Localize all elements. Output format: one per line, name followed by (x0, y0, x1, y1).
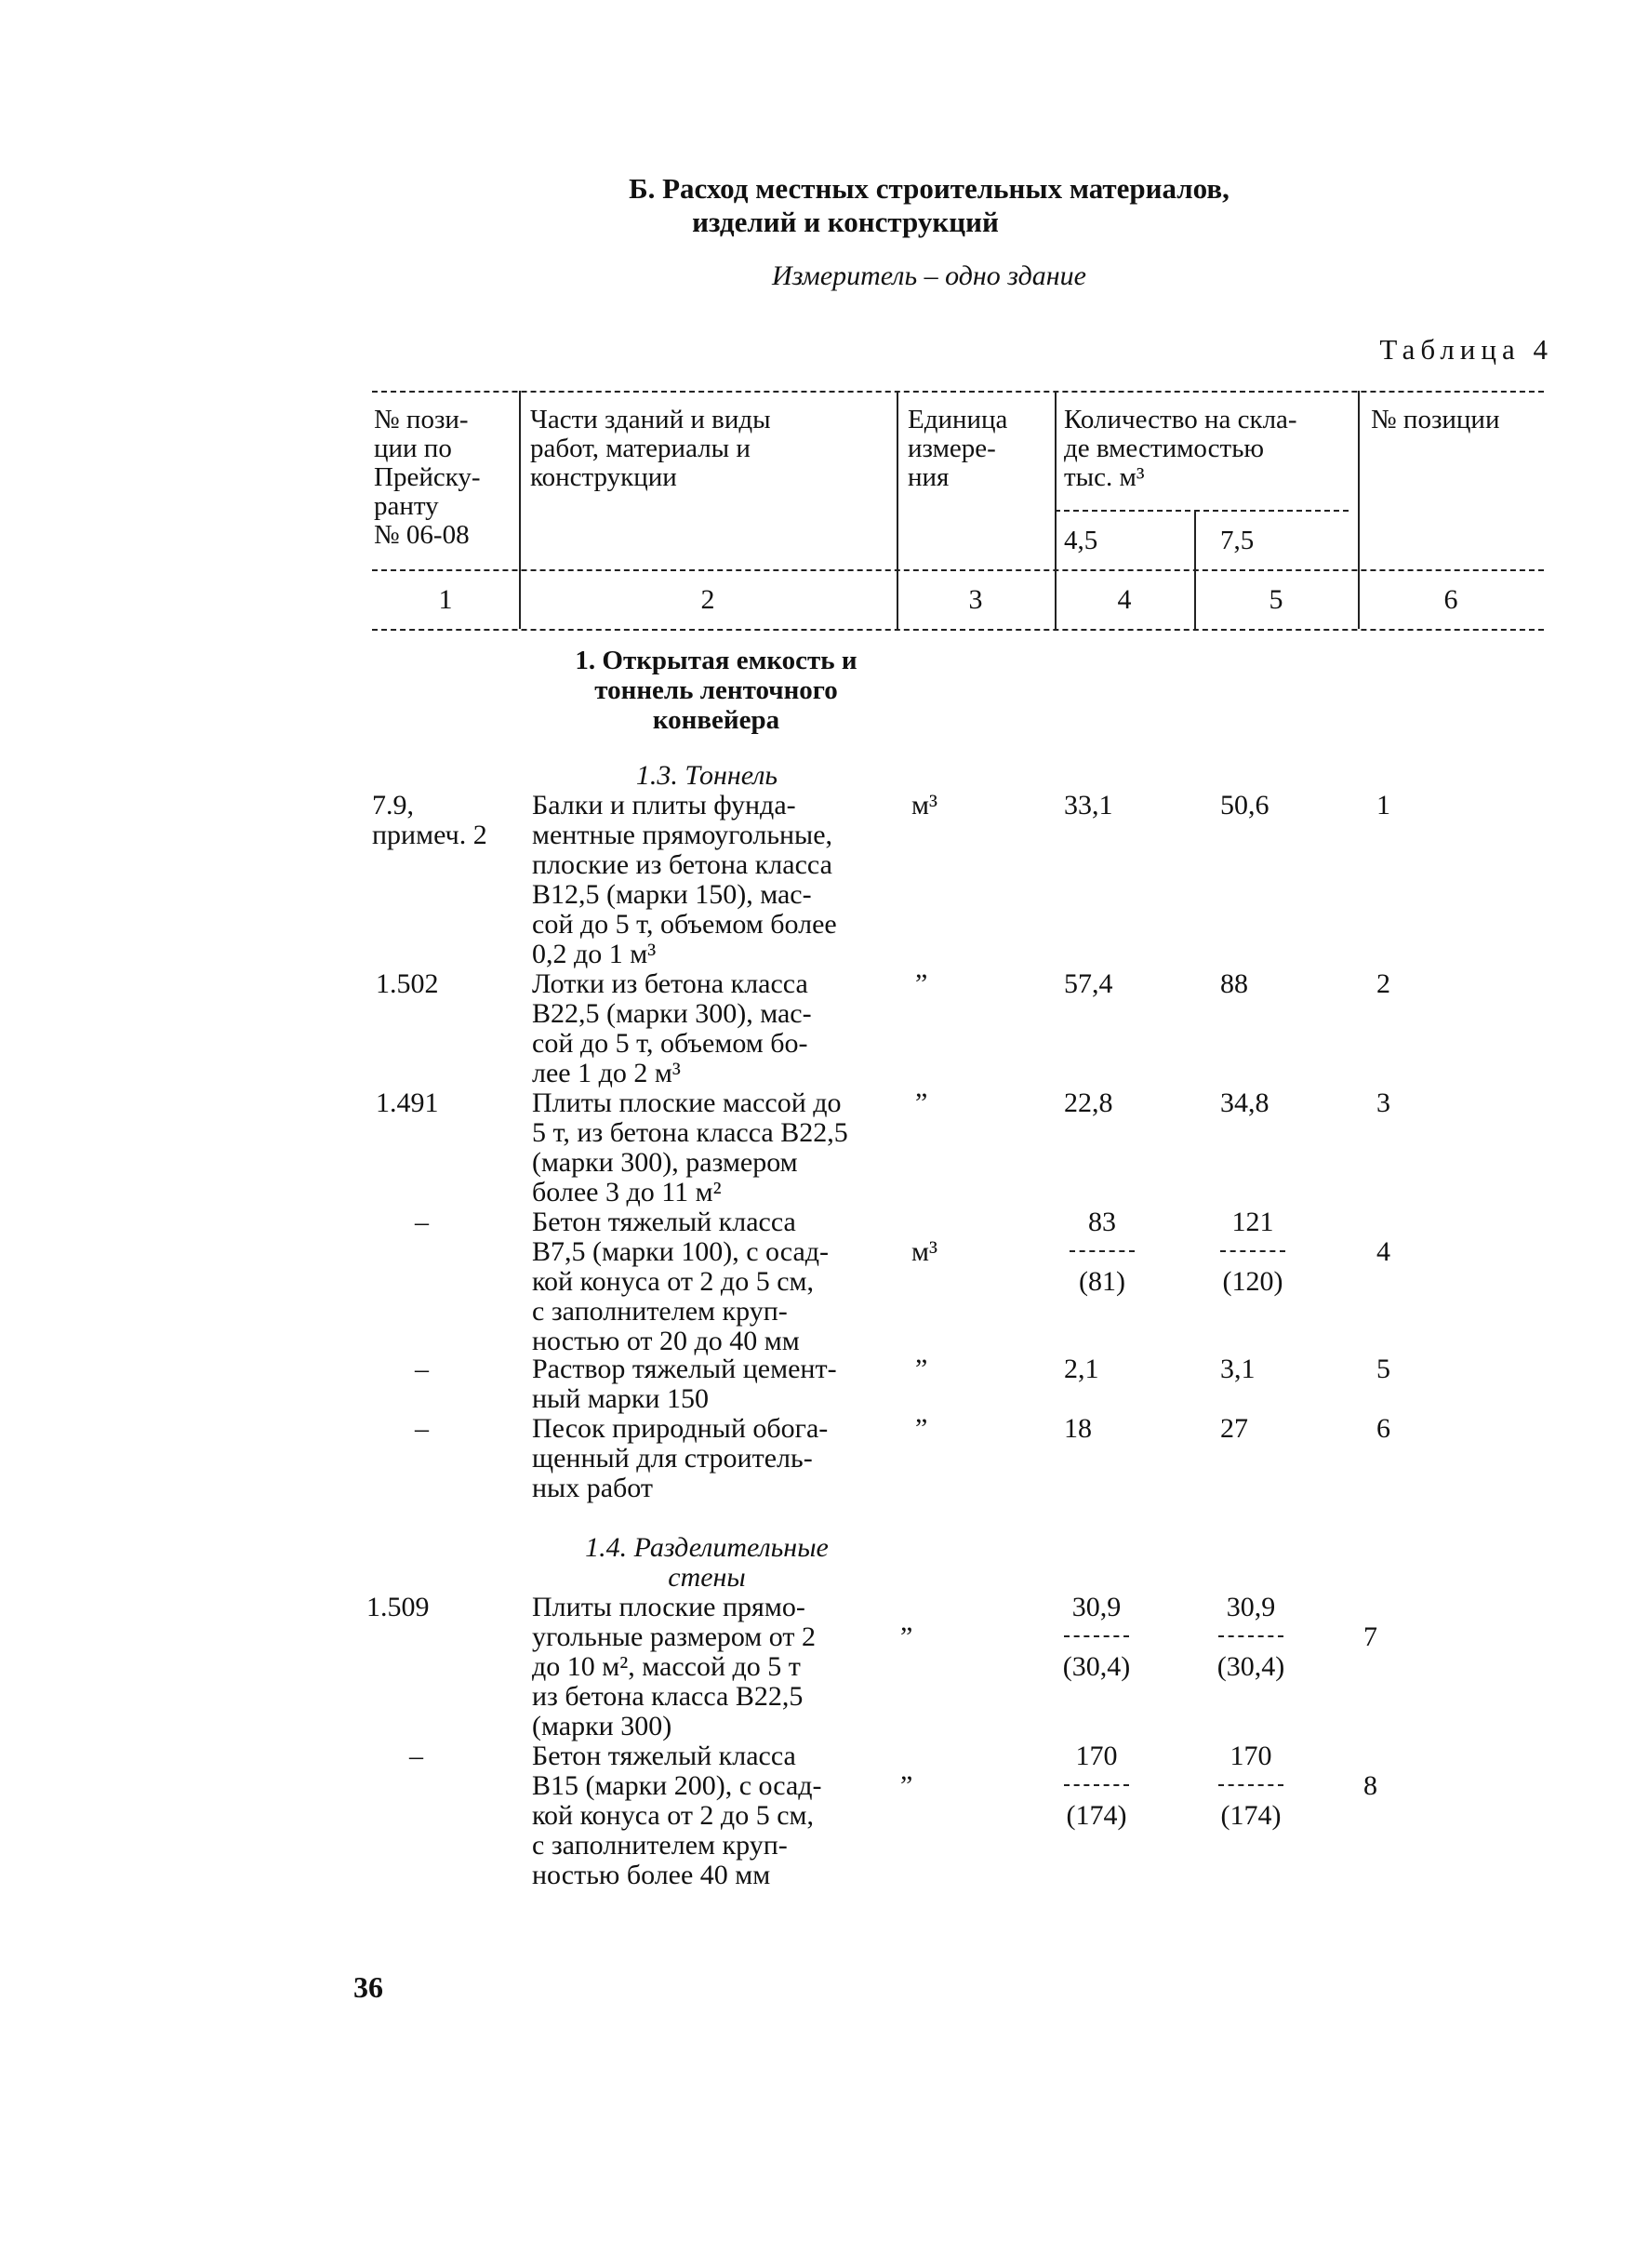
subsection-heading-line: 1.4. Разделительные (585, 1532, 829, 1563)
column-number-5: 5 (1269, 584, 1283, 615)
row-3-value-4-5: 22,8 (1064, 1087, 1113, 1118)
header-col-2-line: конструкции (530, 462, 677, 492)
header-col-4-line: Количество на скла- (1064, 405, 1297, 434)
description-line: более 3 до 11 м² (532, 1177, 722, 1207)
row-3-description (532, 1088, 904, 1207)
description-line: с заполнителем круп- (532, 1296, 788, 1327)
row-5-item-number: 5 (1376, 1354, 1390, 1384)
header-col-1 (374, 406, 513, 550)
row-4-value-7-5 (1202, 1207, 1304, 1297)
header-col-4a: 4,5 (1064, 526, 1098, 555)
header-col-6: № позиции (1371, 405, 1500, 434)
row-1-position (372, 791, 521, 850)
description-line: щенный для строитель- (532, 1443, 813, 1474)
description-line: (марки 300) (532, 1711, 672, 1741)
row-8-unit: ” (900, 1770, 913, 1801)
position-line: 7.9, (372, 790, 414, 820)
row-7-position: 1.509 (366, 1592, 430, 1622)
row-2-description (532, 969, 904, 1088)
description-line: В22,5 (марки 300), мас- (532, 998, 812, 1029)
fraction-numerator: 30,9 (1071, 1592, 1122, 1622)
description-line: угольные размером от 2 (532, 1621, 817, 1652)
section-heading-line: 1. Открытая емкость и (575, 646, 857, 675)
description-line: В12,5 (марки 150), мас- (532, 879, 812, 910)
header-col-3-line: Единица (908, 405, 1008, 434)
row-8-position: – (409, 1741, 423, 1771)
row-5-value-7-5: 3,1 (1220, 1354, 1256, 1384)
description-line: с заполнителем круп- (532, 1830, 788, 1861)
description-line: 0,2 до 1 м³ (532, 939, 657, 969)
subsection-heading-1-3: 1.3. Тоннель (635, 760, 778, 791)
subsection-heading-1-4 (521, 1533, 893, 1593)
row-8-item-number: 8 (1363, 1770, 1377, 1801)
column-number-3: 3 (968, 584, 983, 615)
description-line: кой конуса от 2 до 5 см, (532, 1266, 814, 1297)
row-6-item-number: 6 (1376, 1413, 1390, 1444)
description-line: сой до 5 т, объемом более (532, 909, 837, 940)
row-4-unit: м³ (911, 1236, 937, 1267)
section-heading-line: конвейера (652, 705, 780, 735)
header-col-2-line: работ, материалы и (530, 434, 751, 463)
row-8-value-7-5 (1200, 1741, 1302, 1831)
header-col-3-line: ния (908, 462, 950, 492)
fraction-bar (1064, 1784, 1129, 1788)
fraction-bar (1070, 1250, 1135, 1254)
row-1-item-number: 1 (1376, 790, 1390, 820)
row-7-value-4-5 (1045, 1593, 1148, 1682)
row-8-value-4-5 (1045, 1741, 1148, 1831)
row-5-unit: ” (915, 1354, 928, 1384)
description-line: лее 1 до 2 м³ (532, 1058, 681, 1088)
row-2-position: 1.502 (376, 968, 439, 999)
description-line: из бетона класса В22,5 (532, 1681, 804, 1712)
row-2-unit: ” (915, 968, 928, 999)
description-line: Балки и плиты фунда- (532, 790, 796, 820)
numbers-bottom-rule (372, 629, 1544, 631)
description-line: Бетон тяжелый класса (532, 1207, 796, 1237)
header-col-1-line: № пози- (374, 405, 469, 434)
row-4-position: – (415, 1207, 429, 1237)
fraction-denominator: (81) (1079, 1266, 1125, 1297)
description-line: ментные прямоугольные, (532, 820, 833, 850)
description-line: (марки 300), размером (532, 1147, 798, 1178)
row-5-value-4-5: 2,1 (1064, 1354, 1099, 1384)
description-line: ный марки 150 (532, 1383, 709, 1414)
column-number-4: 4 (1117, 584, 1132, 615)
row-3-position: 1.491 (376, 1087, 439, 1118)
fraction-denominator: (30,4) (1216, 1651, 1285, 1682)
row-3-item-number: 3 (1376, 1087, 1390, 1118)
description-line: Раствор тяжелый цемент- (532, 1354, 837, 1384)
measure-caption: Измеритель – одно здание (772, 260, 1086, 291)
subheader-rule (1055, 510, 1349, 512)
header-col-4b: 7,5 (1220, 526, 1255, 555)
subsection-heading-line: стены (668, 1562, 746, 1593)
header-bottom-rule (372, 569, 1544, 571)
row-3-unit: ” (915, 1087, 928, 1118)
table-label: Таблица 4 (1379, 333, 1553, 366)
description-line: ностью от 20 до 40 мм (532, 1326, 800, 1356)
header-col-4-line: де вместимостью (1064, 434, 1265, 463)
description-line: до 10 м², массой до 5 т (532, 1651, 801, 1682)
row-7-unit: ” (900, 1621, 913, 1652)
header-col-1-line: Прейску- (374, 462, 481, 492)
fraction-numerator: 83 (1088, 1207, 1116, 1237)
header-col-2 (530, 406, 893, 492)
page-title-line-1: Б. Расход местных строительных материалов, (629, 172, 1230, 205)
description-line: сой до 5 т, объемом бо- (532, 1028, 808, 1059)
row-6-value-7-5: 27 (1220, 1413, 1248, 1444)
fraction-bar (1218, 1784, 1283, 1788)
row-6-value-4-5: 18 (1064, 1413, 1092, 1444)
fraction-numerator: 30,9 (1226, 1592, 1276, 1622)
section-heading-1 (521, 646, 911, 735)
row-5-description (532, 1354, 904, 1414)
description-line: ных работ (532, 1473, 654, 1503)
page-title-line-2: изделий и конструкций (692, 206, 999, 238)
fraction-bar (1064, 1635, 1129, 1639)
fraction-denominator: (30,4) (1062, 1651, 1131, 1682)
column-number-2: 2 (700, 584, 715, 615)
description-line: Плиты плоские массой до (532, 1087, 842, 1118)
fraction-denominator: (174) (1066, 1800, 1127, 1831)
fraction-numerator: 170 (1075, 1741, 1118, 1771)
description-line: плоские из бетона класса (532, 849, 832, 880)
description-line: Бетон тяжелый класса (532, 1741, 796, 1771)
header-col-3-line: измере- (908, 434, 996, 463)
row-7-item-number: 7 (1363, 1621, 1377, 1652)
fraction-bar (1218, 1635, 1283, 1639)
table-top-rule (372, 391, 1544, 393)
description-line: кой конуса от 2 до 5 см, (532, 1800, 814, 1831)
description-line: 5 т, из бетона класса В22,5 (532, 1117, 848, 1148)
row-6-unit: ” (915, 1413, 928, 1444)
fraction-denominator: (174) (1220, 1800, 1282, 1831)
row-7-value-7-5 (1200, 1593, 1302, 1682)
header-col-2-line: Части зданий и виды (530, 405, 771, 434)
header-col-4-line: тыс. м³ (1064, 462, 1145, 492)
row-4-description (532, 1207, 904, 1356)
section-heading-line: тоннель ленточного (594, 675, 838, 705)
row-5-position: – (415, 1354, 429, 1384)
row-1-description (532, 791, 904, 969)
row-4-item-number: 4 (1376, 1236, 1390, 1267)
header-col-3 (908, 406, 1052, 492)
row-7-description (532, 1593, 904, 1741)
row-1-unit: м³ (911, 790, 937, 820)
description-line: В15 (марки 200), с осад- (532, 1770, 822, 1801)
row-2-value-7-5: 88 (1220, 968, 1248, 999)
row-3-value-7-5: 34,8 (1220, 1087, 1269, 1118)
row-1-value-7-5: 50,6 (1220, 790, 1269, 820)
description-line: ностью более 40 мм (532, 1860, 771, 1890)
page-number: 36 (353, 1970, 383, 2004)
row-1-value-4-5: 33,1 (1064, 790, 1113, 820)
header-col-1-line: ранту (374, 491, 439, 521)
description-line: Лотки из бетона класса (532, 968, 808, 999)
row-6-position: – (415, 1413, 429, 1444)
row-6-description (532, 1414, 904, 1503)
fraction-bar (1220, 1250, 1285, 1254)
position-line: примеч. 2 (372, 820, 487, 850)
column-number-6: 6 (1443, 584, 1458, 615)
header-col-1-line: № 06-08 (374, 520, 470, 550)
fraction-numerator: 170 (1230, 1741, 1272, 1771)
description-line: В7,5 (марки 100), с осад- (532, 1236, 830, 1267)
header-col-4 (1064, 406, 1352, 492)
header-col-1-line: ции по (374, 434, 452, 463)
row-4-value-4-5 (1051, 1207, 1153, 1297)
fraction-denominator: (120) (1222, 1266, 1283, 1297)
description-line: Плиты плоские прямо- (532, 1592, 805, 1622)
row-2-item-number: 2 (1376, 968, 1390, 999)
column-number-1: 1 (438, 584, 453, 615)
row-2-value-4-5: 57,4 (1064, 968, 1113, 999)
fraction-numerator: 121 (1231, 1207, 1274, 1237)
row-8-description (532, 1741, 904, 1890)
description-line: Песок природный обога- (532, 1413, 829, 1444)
